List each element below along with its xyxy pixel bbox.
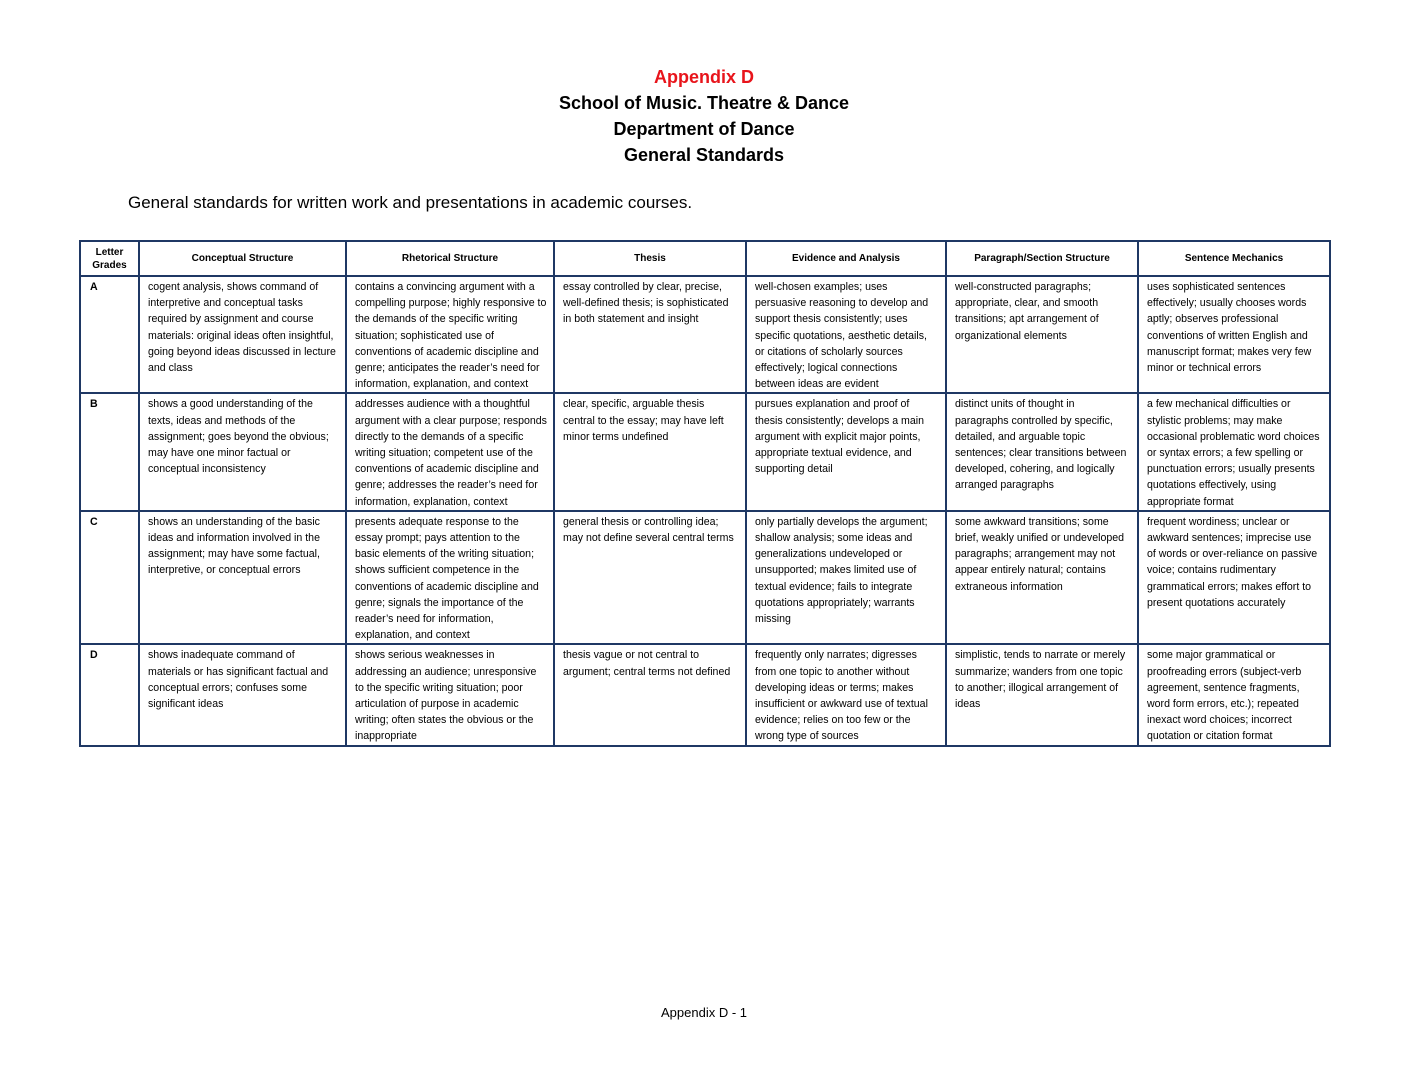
table-cell: frequent wordiness; unclear or awkward sentences; imprecise use of words or over-reliance on passive voice; contains rudimentary grammatical errors; makes effort to present quotations accurately xyxy=(1138,511,1330,645)
school-name: School of Music. Theatre & Dance xyxy=(558,93,850,113)
column-header-conceptual: Conceptual Structure xyxy=(139,241,346,276)
column-header-thesis: Thesis xyxy=(554,241,746,276)
table-cell: thesis vague or not central to argument; central terms not defined xyxy=(554,644,746,745)
grade-cell: C xyxy=(80,511,139,645)
table-cell: well-chosen examples; uses persuasive reasoning to develop and support thesis consistently; uses specific quotations, aesthetic details, or citations of scholarly sources effectively; logical connections between ideas are evident xyxy=(746,276,946,393)
grade-cell: B xyxy=(80,393,139,510)
table-cell: essay controlled by clear, precise, well-defined thesis; is sophisticated in both statement and insight xyxy=(554,276,746,393)
table-cell: presents adequate response to the essay prompt; pays attention to the basic elements of the writing situation; shows sufficient competence in the conventions of academic discipline and genre; signals the importance of the reader’s need for information, explanation, and context xyxy=(346,511,554,645)
table-row xyxy=(80,393,1330,510)
document-header xyxy=(0,64,1408,168)
table-cell: clear, specific, arguable thesis central to the essay; may have left minor terms undefined xyxy=(554,393,746,510)
table-cell: shows inadequate command of materials or has significant factual and conceptual errors; confuses some significant ideas xyxy=(139,644,346,745)
column-header-mechanics: Sentence Mechanics xyxy=(1138,241,1330,276)
table-cell: only partially develops the argument; shallow analysis; some ideas and generalizations undeveloped or unsupported; makes limited use of textual evidence; fails to integrate quotations appropriately; warrants missing xyxy=(746,511,946,645)
appendix-label: Appendix D xyxy=(653,67,754,87)
grade-cell: A xyxy=(80,276,139,393)
table-cell: cogent analysis, shows command of interpretive and conceptual tasks required by assignment and course materials: original ideas often insightful, going beyond ideas discussed in lecture and class xyxy=(139,276,346,393)
table-cell: contains a convincing argument with a compelling purpose; highly responsive to the demands of the specific writing situation; sophisticated use of conventions of academic discipline and genre; anticipates the reader’s need for information, explanation, and context xyxy=(346,276,554,393)
column-header-paragraph: Paragraph/Section Structure xyxy=(946,241,1138,276)
table-cell: shows a good understanding of the texts, ideas and methods of the assignment; goes beyond the obvious; may have one minor factual or conceptual inconsistency xyxy=(139,393,346,510)
grade-cell: D xyxy=(80,644,139,745)
table-cell: uses sophisticated sentences effectively; usually chooses words aptly; observes professional conventions of written English and manuscript format; makes very few minor or technical errors xyxy=(1138,276,1330,393)
table-row xyxy=(80,644,1330,745)
table-cell: addresses audience with a thoughtful argument with a clear purpose; responds directly to the demands of a specific writing situation; competent use of the conventions of academic discipline and genre; addresses the reader’s need for information, explanation, context xyxy=(346,393,554,510)
table-cell: shows an understanding of the basic ideas and information involved in the assignment; may have some factual, interpretive, or conceptual errors xyxy=(139,511,346,645)
table-cell: distinct units of thought in paragraphs controlled by specific, detailed, and arguable topic sentences; clear transitions between developed, cohering, and logically arranged paragraphs xyxy=(946,393,1138,510)
table-cell: some awkward transitions; some brief, weakly unified or undeveloped paragraphs; arrangement may not appear entirely natural; contains extraneous information xyxy=(946,511,1138,645)
table-row xyxy=(80,511,1330,645)
page-title: General Standards xyxy=(623,145,785,165)
column-header-grades: Letter Grades xyxy=(80,241,139,276)
table-cell: some major grammatical or proofreading errors (subject-verb agreement, sentence fragments, word form errors, etc.); repeated inexact word choices; incorrect quotation or citation format xyxy=(1138,644,1330,745)
column-header-evidence: Evidence and Analysis xyxy=(746,241,946,276)
table-row xyxy=(80,276,1330,393)
table-cell: frequently only narrates; digresses from one topic to another without developing ideas or terms; makes insufficient or awkward use of textual evidence; relies on too few or the wrong type of sources xyxy=(746,644,946,745)
page-footer: Appendix D - 1 xyxy=(661,1005,747,1020)
table-cell: well-constructed paragraphs; appropriate, clear, and smooth transitions; apt arrangement of organizational elements xyxy=(946,276,1138,393)
table-header-row xyxy=(80,241,1330,276)
table-cell: a few mechanical difficulties or stylistic problems; may make occasional problematic word choices or syntax errors; a few spelling or punctuation errors; usually presents quotations effectively, using appropriate format xyxy=(1138,393,1330,510)
table-cell: shows serious weaknesses in addressing an audience; unresponsive to the specific writing situation; poor articulation of purpose in academic writing; often states the obvious or the inappropriate xyxy=(346,644,554,745)
standards-table xyxy=(79,240,1331,747)
table-cell: general thesis or controlling idea; may not define several central terms xyxy=(554,511,746,645)
table-cell: pursues explanation and proof of thesis consistently; develops a main argument with explicit major points, appropriate textual evidence, and supporting detail xyxy=(746,393,946,510)
column-header-rhetorical: Rhetorical Structure xyxy=(346,241,554,276)
intro-text: General standards for written work and presentations in academic courses. xyxy=(128,193,693,212)
table-cell: simplistic, tends to narrate or merely summarize; wanders from one topic to another; illogical arrangement of ideas xyxy=(946,644,1138,745)
department-name: Department of Dance xyxy=(613,119,795,139)
